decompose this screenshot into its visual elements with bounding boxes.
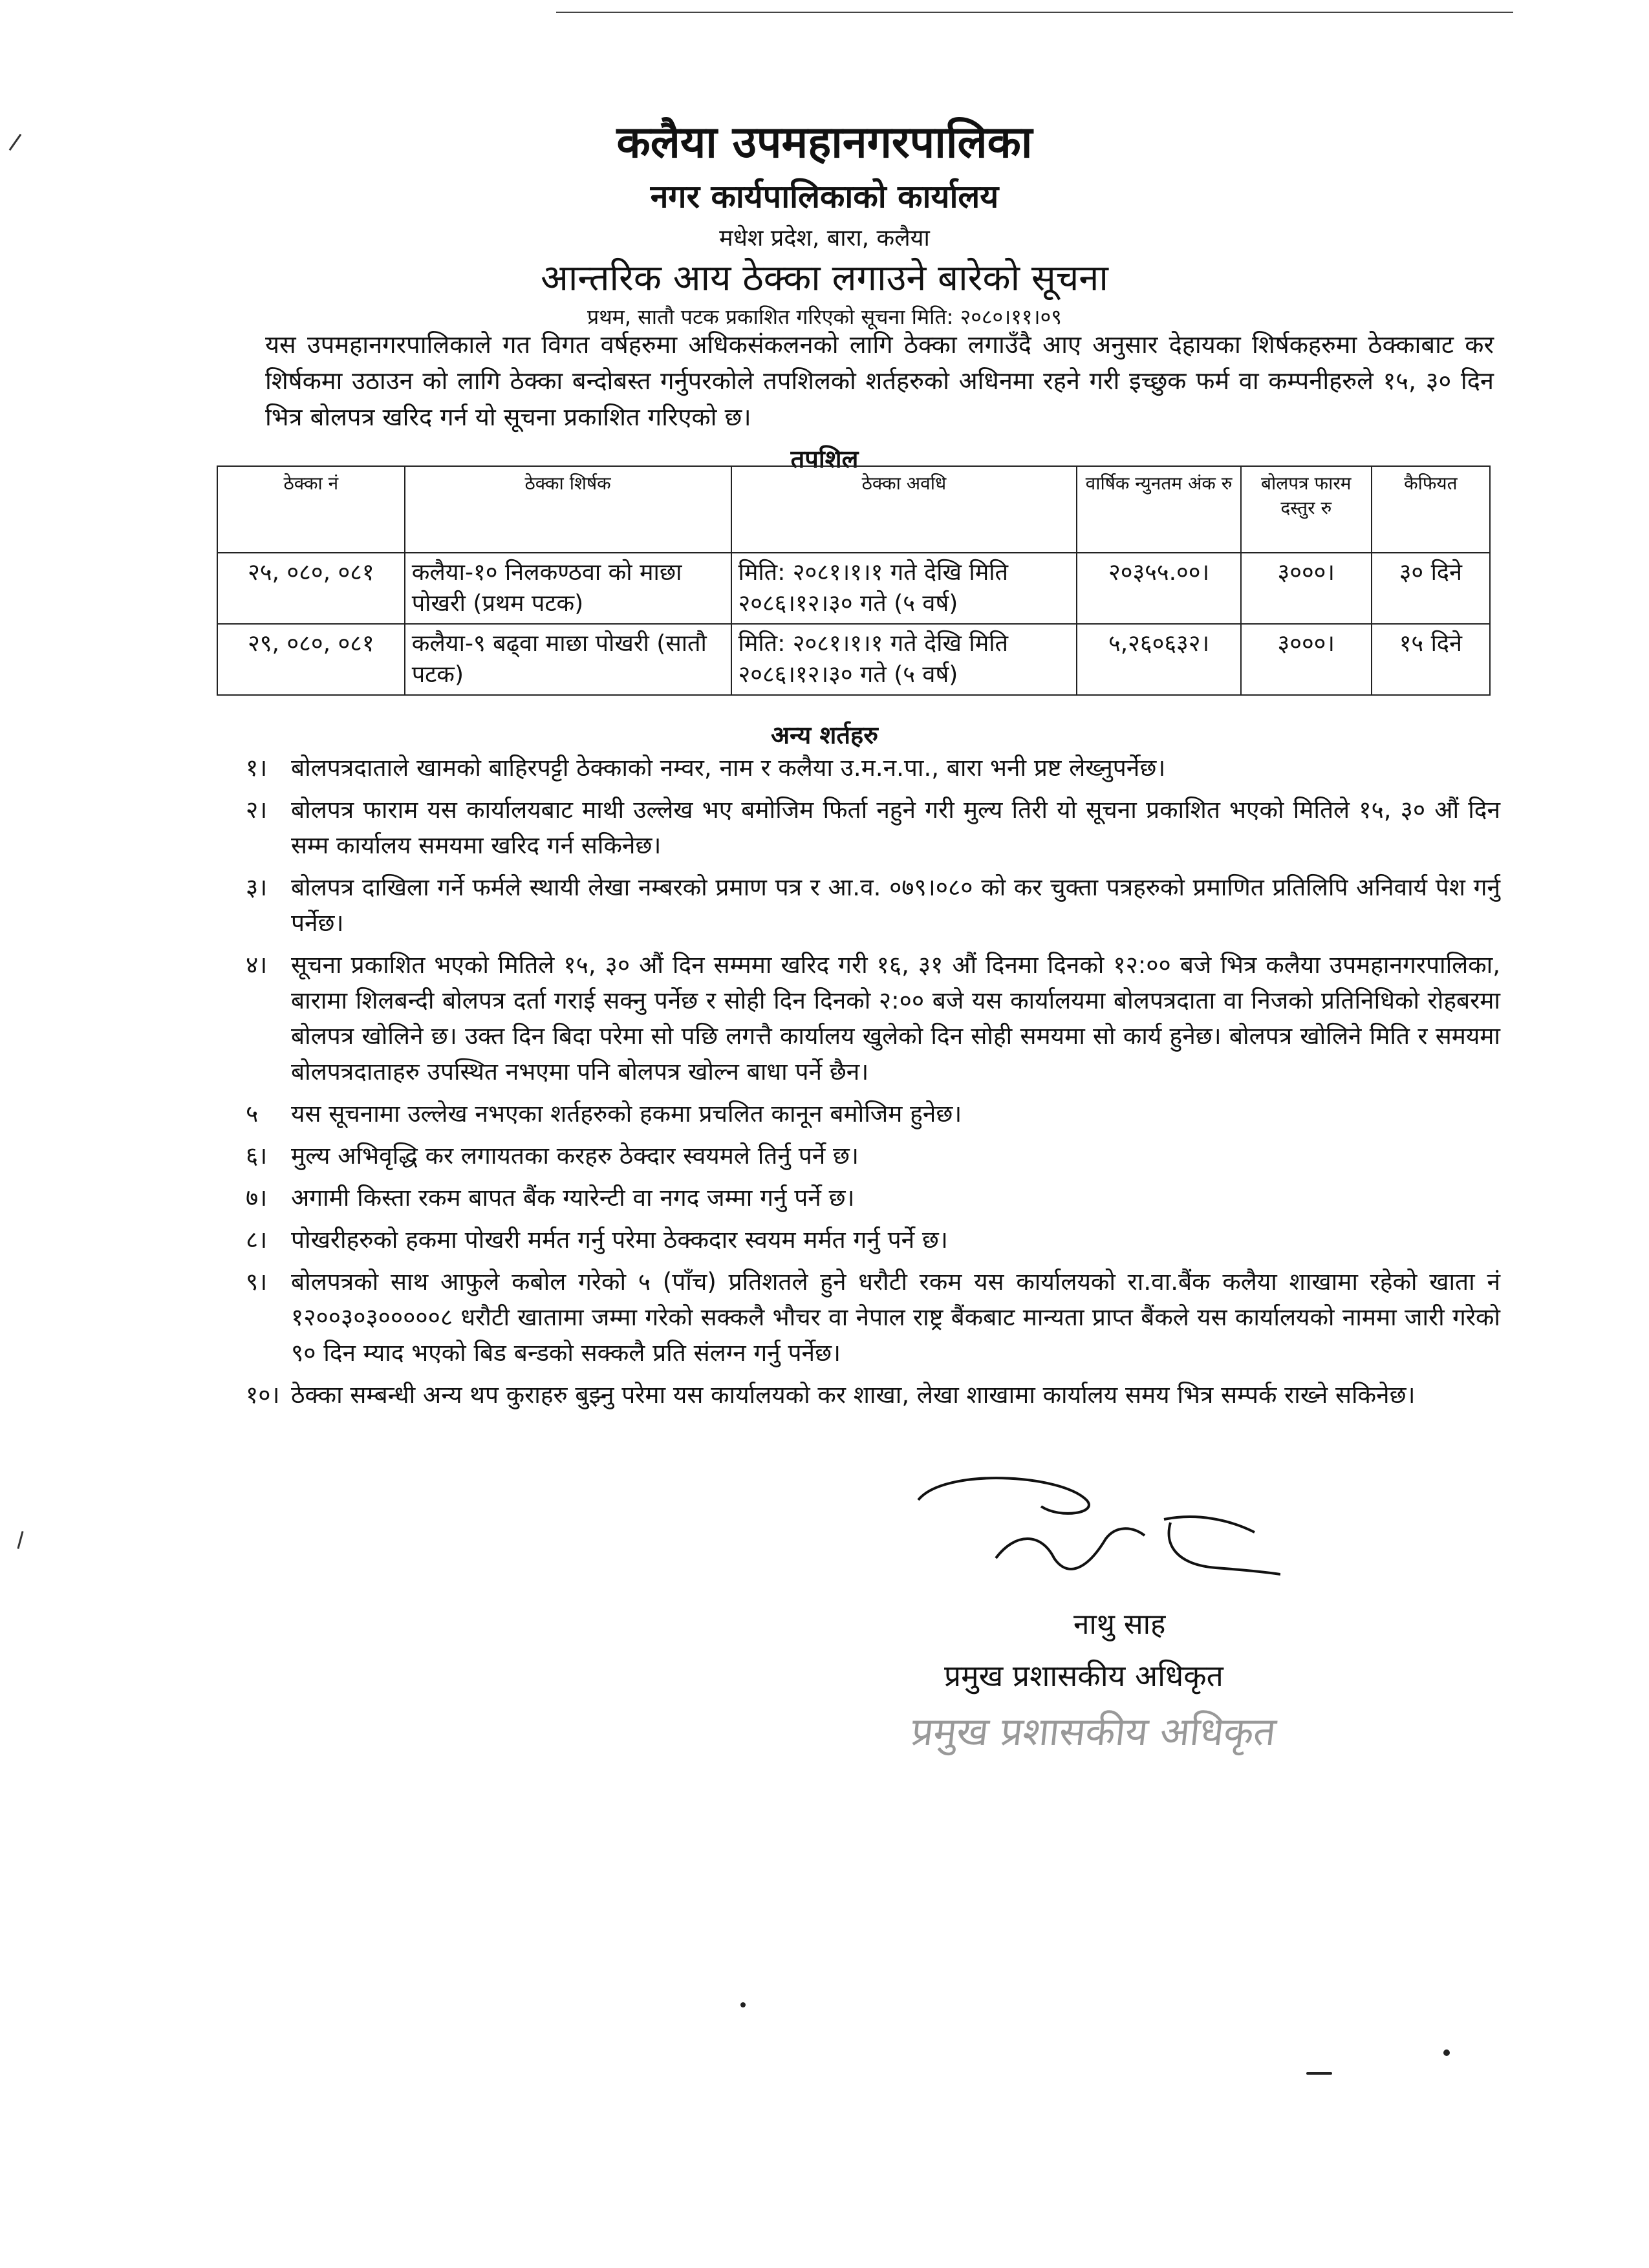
other-conditions-title: अन्य शर्तहरु xyxy=(771,721,878,749)
cell-contract-period: मिति: २०८१।१।१ गते देखि मिति २०८६।१२।३० गते (५ वर्ष) xyxy=(731,624,1077,695)
header-remark: कैफियत xyxy=(1372,466,1490,553)
cell-min-amount: २०३५५.००। xyxy=(1077,553,1241,624)
office-name: नगर कार्यपालिकाको कार्यालय xyxy=(650,178,999,215)
conditions-list xyxy=(246,750,1500,1419)
list-item xyxy=(246,1264,1500,1371)
condition-text: बोलपत्रदाताले खामको बाहिरपट्टी ठेक्काको नम्वर, नाम र कलैया उ.म.न.पा., बारा भनी प्रष्ट लेख्नुपर्नेछ। xyxy=(291,754,1166,782)
condition-text: अगामी किस्ता रकम बापत बैंक ग्यारेन्टी वा नगद जम्मा गर्नु पर्ने छ। xyxy=(291,1184,855,1212)
list-item xyxy=(246,947,1500,1089)
condition-number: ५ xyxy=(246,1100,259,1128)
org-name: कलैया उपमहानगरपालिका xyxy=(616,117,1033,168)
signatory-name: नाथु साह xyxy=(1073,1608,1166,1641)
scan-mark xyxy=(17,1531,23,1549)
condition-number: ४। xyxy=(246,951,268,979)
list-item xyxy=(246,1222,1500,1257)
table-header-row xyxy=(217,466,1490,553)
scan-speck xyxy=(1443,2049,1450,2056)
table-row xyxy=(217,624,1490,695)
list-item xyxy=(246,792,1500,863)
cell-remark: १५ दिने xyxy=(1372,624,1490,695)
cell-contract-period: मिति: २०८१।१।१ गते देखि मिति २०८६।१२।३० गते (५ वर्ष) xyxy=(731,553,1077,624)
header-form-fee: बोलपत्र फारम दस्तुर रु xyxy=(1241,466,1372,553)
condition-text: बोलपत्र दाखिला गर्ने फर्मले स्थायी लेखा नम्बरको प्रमाण पत्र र आ.व. ०७९।०८० को कर चुक्ता पत्रहरुको प्रमाणित प्रतिलिपि अनिवार्य पेश गर्नु पर्नेछ। xyxy=(291,873,1500,937)
list-item xyxy=(246,1377,1500,1413)
list-item xyxy=(246,1180,1500,1215)
condition-number: ७। xyxy=(246,1184,268,1212)
condition-number: ८। xyxy=(246,1226,268,1254)
cell-remark: ३० दिने xyxy=(1372,553,1490,624)
list-item xyxy=(246,1138,1500,1173)
intro-paragraph: यस उपमहानगरपालिकाले गत विगत वर्षहरुमा अधिकसंकलनको लागि ठेक्का लगाउँदै आए अनुसार देहायका शिर्षकहरुमा ठेक्काबाट कर शिर्षकमा उठाउन को लागि ठेक्का बन्दोबस्त गर्नुपरकोले तपशिलको शर्तहरुको अधिनमा रहने गरी इच्छुक फर्म वा कम्पनीहरुले १५, ३० दिन भित्र बोलपत्र खरिद गर्न यो सूचना प्रकाशित गरिएको छ। xyxy=(265,330,1494,431)
condition-number: १०। xyxy=(246,1381,280,1409)
condition-text: बोलपत्र फाराम यस कार्यालयबाट माथी उल्लेख भए बमोजिम फिर्ता नहुने गरी मुल्य तिरी यो सूचना प्रकाशित भएको मितिले १५, ३० औं दिन सम्म कार्यालय समयमा खरिद गर्न सकिनेछ। xyxy=(291,796,1500,859)
table-title: तपशिल xyxy=(790,445,859,473)
publication-line: प्रथम, सातौ पटक प्रकाशित गरिएको सूचना मिति: २०८०।११।०९ xyxy=(587,305,1062,329)
condition-text: मुल्य अभिवृद्धि कर लगायतका करहरु ठेक्दार स्वयमले तिर्नु पर्ने छ। xyxy=(291,1142,859,1170)
notice-title: आन्तरिक आय ठेक्का लगाउने बारेको सूचना xyxy=(541,257,1108,299)
cell-contract-no: २५, ०८०, ०८१ xyxy=(217,553,405,624)
header-contract-period: ठेक्का अवधि xyxy=(731,466,1077,553)
header-contract-title: ठेक्का शिर्षक xyxy=(405,466,731,553)
cell-form-fee: ३०००। xyxy=(1241,553,1372,624)
cell-contract-no: २९, ०८०, ०८१ xyxy=(217,624,405,695)
condition-number: ६। xyxy=(246,1142,268,1170)
condition-number: ९। xyxy=(246,1268,268,1296)
condition-number: २। xyxy=(246,796,268,824)
scan-speck xyxy=(740,2002,746,2007)
cell-contract-title: कलैया-१० निलकण्ठवा को माछा पोखरी (प्रथम पटक) xyxy=(405,553,731,624)
contract-table xyxy=(217,465,1491,696)
official-stamp: प्रमुख प्रशासकीय अधिकृत xyxy=(909,1709,1278,1755)
list-item xyxy=(246,750,1500,786)
header-min-amount: वार्षिक न्युनतम अंक रु xyxy=(1077,466,1241,553)
list-item xyxy=(246,1096,1500,1131)
header-contract-no: ठेक्का नं xyxy=(217,466,405,553)
condition-number: ३। xyxy=(246,873,268,901)
condition-text: ठेक्का सम्बन्धी अन्य थप कुराहरु बुझ्नु परेमा यस कार्यालयको कर शाखा, लेखा शाखामा कार्यालय समय भित्र सम्पर्क राख्ने सकिनेछ। xyxy=(291,1381,1416,1409)
cell-min-amount: ५,२६०६३२। xyxy=(1077,624,1241,695)
condition-text: सूचना प्रकाशित भएको मितिले १५, ३० औं दिन सम्ममा खरिद गरी १६, ३१ औं दिनमा दिनको १२:०० बजे भित्र कलैया उपमहानगरपालिका, बारामा शिलबन्दी बोलपत्र दर्ता गराई सक्नु पर्नेछ र सोही दिन दिनको २:०० बजे यस कार्यालयमा बोलपत्रदाता वा निजको प्रतिनिधिको रोहबरमा बोलपत्र खोलिने छ। उक्त दिन बिदा परेमा सो पछि लगत्तै कार्यालय खुलेको दिन सोही समयमा सो कार्य हुनेछ। बोलपत्र खोलिने मिति र समयमा बोलपत्रदाताहरु उपस्थित नभएमा पनि बोलपत्र खोल्न बाधा पर्ने छैन। xyxy=(291,951,1500,1086)
table-row xyxy=(217,553,1490,624)
condition-number: १। xyxy=(246,754,268,782)
condition-text: यस सूचनामा उल्लेख नभएका शर्तहरुको हकमा प्रचलित कानून बमोजिम हुनेछ। xyxy=(291,1100,962,1128)
scan-top-rule xyxy=(556,12,1513,13)
cell-contract-title: कलैया-९ बढ्वा माछा पोखरी (सातौ पटक) xyxy=(405,624,731,695)
condition-text: पोखरीहरुको हकमा पोखरी मर्मत गर्नु परेमा ठेक्कदार स्वयम मर्मत गर्नु पर्ने छ। xyxy=(291,1226,948,1254)
signatory-title: प्रमुख प्रशासकीय अधिकृत xyxy=(944,1658,1223,1693)
list-item xyxy=(246,870,1500,941)
handwritten-signature xyxy=(892,1461,1280,1590)
office-address: मधेश प्रदेश, बारा, कलैया xyxy=(719,225,930,251)
scan-speck xyxy=(1306,2072,1332,2075)
cell-form-fee: ३०००। xyxy=(1241,624,1372,695)
condition-text: बोलपत्रको साथ आफुले कबोल गरेको ५ (पाँच) प्रतिशतले हुने धरौटी रकम यस कार्यालयको रा.वा.बैंक कलैया शाखामा रहेको खाता नं १२००३०३०००००८ धरौटी खातामा जम्मा गरेको सक्कलै भौचर वा नेपाल राष्ट्र बैंकबाट मान्यता प्राप्त बैंकले यस कार्यालयको नाममा जारी गरेको ९० दिन म्याद भएको बिड बन्डको सक्कलै प्रति संलग्न गर्नु पर्नेछ। xyxy=(291,1268,1500,1367)
